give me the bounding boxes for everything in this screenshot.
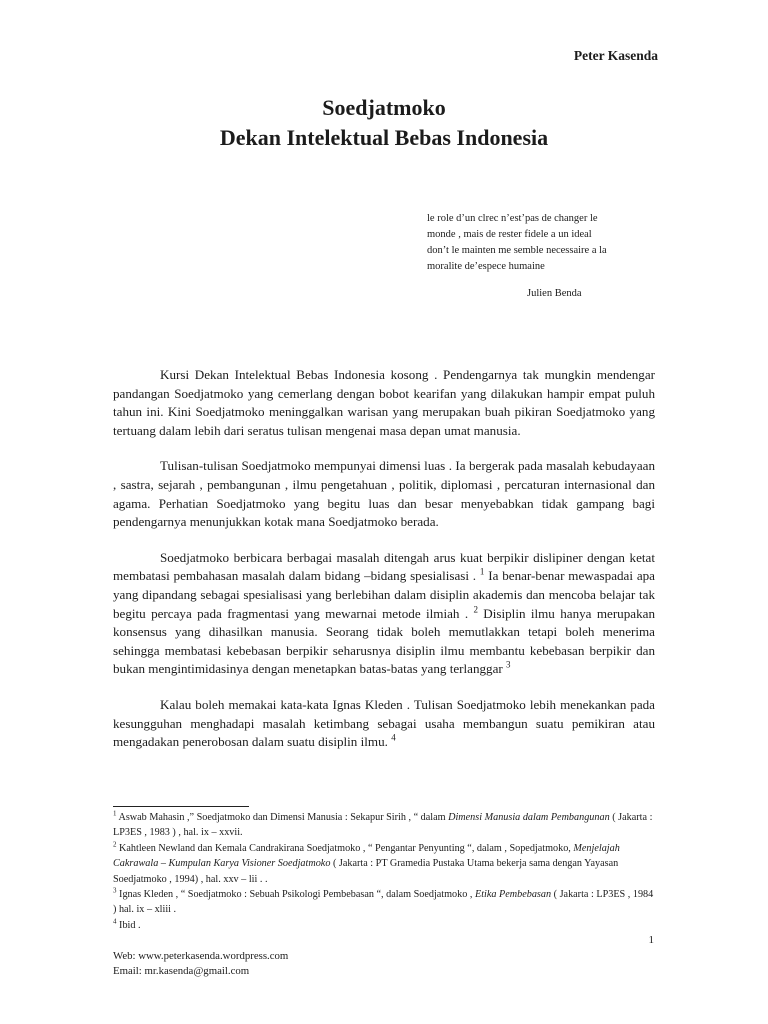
email-link[interactable]: Email: mr.kasenda@gmail.com	[113, 965, 250, 977]
footnotes	[113, 810, 658, 933]
footnote-text: ( Jakarta : LP3ES , 1983 ) , hal. ix – xxvii.	[113, 812, 653, 839]
footnote-number: 2	[113, 840, 117, 849]
epigraph-author: Julien Benda	[527, 288, 582, 299]
footnote-text: Kahtleen Newland dan Kemala Candrakirana Soedjatmoko , “ Pengantar Penyunting “, dalam , Sopedjatmoko,	[116, 842, 574, 854]
footnote-text: Aswab Mahasin ,” Soedjatmoko dan Dimensi Manusia : Sekapur Sirih , “ dalam	[116, 812, 449, 823]
paragraph-4	[113, 696, 655, 752]
epigraph-quote	[427, 211, 657, 275]
contact-info	[113, 949, 288, 979]
body-text	[113, 366, 655, 769]
footnote-title: Menjelajah Cakrawala – Kumpulan Karya Visioner Soedjatmoko	[113, 842, 620, 870]
epigraph-line: monde , mais de rester fidele a un ideal	[427, 229, 592, 240]
footnote-text: ( Jakarta : LP3ES , 1984 ) hal. ix – xliii .	[113, 889, 654, 916]
footnote-title: Etika Pembebasan	[474, 889, 552, 901]
document-title	[0, 93, 768, 153]
title-line-2: Dekan Intelektual Bebas Indonesia	[219, 125, 549, 150]
footnote-ref-3[interactable]: 3	[506, 659, 511, 670]
footnote-text: Ibid .	[116, 919, 141, 931]
footnote-number: 3	[113, 886, 117, 895]
epigraph-line: don’t le mainten me semble necessaire a la	[427, 245, 607, 256]
footnote-2	[113, 841, 658, 887]
footnote-ref-4[interactable]: 4	[391, 732, 396, 743]
paragraph-2: Tulisan-tulisan Soedjatmoko mempunyai dimensi luas . Ia bergerak pada masalah kebudayaan , sastra, sejarah , pembangunan , ilmu pengetahuan , politik, diplomasi , percaturan internasional dan agama. Perhatian Soedjatmoko yang begitu luas dan besar menyebabkan tidak gampang bagi pendengarnya menunjukkan kotak mana Soedjatmoko berada.	[113, 458, 655, 530]
footnote-3	[113, 887, 658, 918]
footnote-ref-1[interactable]: 1	[479, 566, 485, 577]
footnote-number: 4	[113, 917, 117, 926]
paragraph-3	[113, 549, 655, 679]
paragraph-4-text: Kalau boleh memakai kata-kata Ignas Kleden . Tulisan Soedjatmoko lebih menekankan pada kesungguhan menghadapi masalah ketimbang sebagai usaha membangun suatu pemikiran atau mengadakan penerobosan dalam suatu disiplin ilmu.	[113, 696, 655, 750]
title-line-1: Soedjatmoko	[322, 95, 446, 120]
paragraph-3-text: Ia benar-benar mewaspadai apa yang dipandang sebagai spesialisasi yang berlebihan dalam disiplin akademis dan mencoba belajar tak begitu percaya pada fragmentasi yang mewarnai metode ilmiah .	[113, 568, 655, 621]
footnote-4	[113, 918, 658, 933]
page-number: 1	[648, 934, 654, 946]
footnote-text: ( Jakarta : PT Gramedia Pustaka Utama bekerja sama dengan Yayasan Soedjatmoko , 1994) , hal. xxv – lii . .	[113, 858, 619, 885]
paragraph-3-text: Disiplin ilmu hanya merupakan konsensus yang dihasilkan manusia. Seorang tidak boleh memutlakkan tetapi boleh menerima sehingga membatasi kebebasan berpikir seharusnya disiplin ilmu membantu kebebasan berpikir dan bukan mengintimidasinya dengan menetapkan batas-batas yang terlanggar	[113, 605, 655, 677]
author-name: Peter Kasenda	[573, 48, 658, 63]
paragraph-3-text: Soedjatmoko berbicara berbagai masalah ditengah arus kuat berpikir dislipiner dengan ketat membatasi pembahasan masalah dalam bidang –bidang spesialisasi .	[113, 549, 655, 584]
epigraph-line: moralite de’espece humaine	[427, 261, 545, 272]
footnote-title: Dimensi Manusia dalam Pembangunan	[448, 812, 610, 823]
footnote-number: 1	[113, 809, 117, 818]
footnote-text: Ignas Kleden , “ Soedjatmoko : Sebuah Psikologi Pembebasan “, dalam Soedjatmoko ,	[116, 889, 475, 901]
epigraph-line: le role d’un clrec n’est’pas de changer le	[427, 213, 598, 224]
footnote-divider	[113, 806, 249, 807]
footnote-1	[113, 810, 658, 841]
footnote-ref-2[interactable]: 2	[473, 604, 478, 615]
paragraph-1: Kursi Dekan Intelektual Bebas Indonesia kosong . Pendengarnya tak mungkin mendengar pandangan Soedjatmoko yang cemerlang dengan bobot kearifan yang dilakukan hampir empat puluh tahun ini. Kini Soedjatmoko meninggalkan warisan yang merupakan buah pikiran Soedjatmoko yang tertuang dalam lebih dari seratus tulisan mengenai masa depan umat manusia.	[113, 367, 655, 438]
website-link[interactable]: Web: www.peterkasenda.wordpress.com	[113, 950, 289, 962]
